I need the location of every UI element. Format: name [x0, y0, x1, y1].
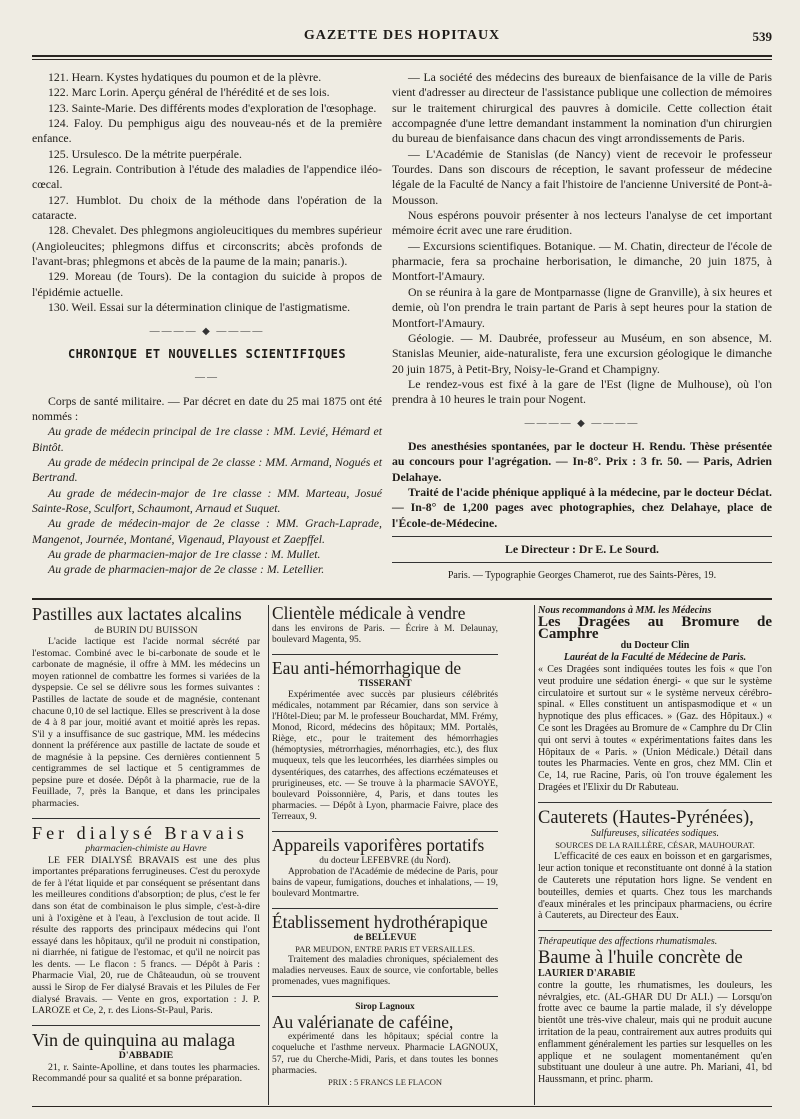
- ad-column-1: [32, 605, 260, 1093]
- news-item: Géologie. — M. Daubrée, professeur au Muséum, en son absence, M. Stanislas Meunier, aide-naturaliste, fera une excursion géologique le dimanche 20 juin 1875, à Petit-Bry, Noisy-le-Grand et Champigny.: [392, 330, 772, 376]
- ad-eau: [272, 660, 498, 823]
- ad-body: LE FER DIALYSÉ BRAVAIS est une des plus importantes préparations ferrugineuses. C'est du peroxyde de fer à l'état liquide et par conséquent se présentant dans les meilleures conditions d'absorption; de plus, c'est le fer dans son état de combinaison le plus simple, c'est-à-dire uni à l'oxigène et à l'eau, à l'exclusion de tout acide. Il résulte des rapports des principaux médecins qui l'ont essayé dans les hôpitaux, qu'il ne produit ni constipation, ni diarrhée, ni fatigue de l'estomac, et qu'il ne noircit pas les dents. — Le flacon : 5 francs. — Dépôt à Paris : Pharmacie Vial, 20, rue de Châteaudun, où se trouvent aussi le Sirop de Fer dialysé Bravais et les Pilules de Fer dialysé Bravais. — Vente en gros, exportation : J. P. LAROZE et Ce, 2, r. des Lions-St-Paul, Paris.: [32, 854, 260, 1017]
- ad-subtitle: de BELLEVUE: [353, 932, 417, 943]
- ad-sirop: [272, 1002, 498, 1087]
- book-notice: Traité de l'acide phénique appliqué à la médecine, par le docteur Déclat. — In-8° de 1,200 pages avec photographies, chez Delahaye, place de l'École-de-Médecine.: [392, 484, 772, 530]
- ad-appareils: [272, 837, 498, 900]
- rule: [32, 1025, 260, 1026]
- rule: [392, 562, 772, 563]
- ad-body: 21, r. Sainte-Apolline, et dans toutes les pharmacies. Recommandé pour sa qualité et sa bonne préparation.: [32, 1061, 260, 1085]
- news-item: Nous espérons pouvoir présenter à nos lecteurs l'analyse de cet important mémoire écrit avec une rare érudition.: [392, 208, 772, 238]
- list-item: 127. Humblot. Du choix de la méthode dans l'opération de la cataracte.: [32, 192, 382, 223]
- ad-title: Appareils vaporifères portatifs: [272, 836, 485, 855]
- ad-body: « Ces Dragées sont indiquées toutes les fois « que l'on veut produire une sédation énergi- « que sur le système circulatoire et surtout sur « le système nerveux cérébro-spinal. « Elles constituent un antispasmodique et « un hypnotique des plus efficaces. » (Gaz. des Hôpitaux.) « Ce sont les Dragées au Bromure de « Camphre du Dr Clin qui ont servi à toutes « expérimentations faites dans les Hôpitaux de « Paris. » (Union Médicale.) Détail dans toutes les Pharmacies. Vente en gros, chez MM. Clin et Ce, 14, rue Racine, Paris, où l'on trouve également les Dragées et l'Elixir du Dr Rabuteau.: [538, 663, 772, 793]
- ad-body: dans les environs de Paris. — Écrire à M. Delaunay, boulevard Magenta, 95.: [272, 623, 498, 645]
- list-item: 125. Ursulesco. De la métrite puerpérale.: [48, 146, 242, 161]
- ad-clin: [538, 605, 772, 794]
- nomination-item: Au grade de pharmacien-major de 2e classe : M. Letellier.: [48, 562, 325, 577]
- ad-title: Établissement hydrothérapique: [272, 913, 488, 933]
- list-item: 121. Hearn. Kystes hydatiques du poumon et de la plèvre.: [48, 70, 322, 84]
- news-item: On se réunira à la gare de Montparnasse (ligne de Granville), à six heures et demie, où l'on prendra le train partant de Paris à sept heures pour la station de Montfort-l'Amaury.: [392, 284, 772, 330]
- ad-body: expérimenté dans les hôpitaux; spécial contre la coqueluche et l'asthme nerveux. Pharmacie LAGNOUX, 57, rue du Cherche-Midi, Paris, et dans toutes les bonnes pharmacies.: [272, 1032, 498, 1076]
- ads-bottom-rule: [32, 1106, 772, 1107]
- page-number: 539: [752, 29, 772, 44]
- ornament-divider: ———— ◆ ————: [524, 417, 640, 429]
- list-item: 126. Legrain. Contribution à l'étude des maladies de l'appendice iléo-cœcal.: [32, 162, 382, 192]
- news-item: Le rendez-vous est fixé à la gare de l'Est (ligne de Mulhouse), où l'on prendra à 10 heures le train pour Nogent.: [392, 376, 772, 407]
- ad-body: L'acide lactique est l'acide normal sécrété par l'estomac. Combiné avec le bi-carbonate de soude et le carbonate de magnésie, il offre à MM. les médecins un moyen rationnel de combattre les formes si variées de la dyspepsie. Ce sel se délivre sous les formes suivantes : Pastilles de lactate de soude et de magnésie, contenant chacune 0,10 de sel lactique. Elles se prescrivent à la dose de 4 à 8 par jour, moitié avant et moitié après les repas. S'il y a insuffisance de suc gastrique, MM. les médecins donnent la préférence aux pastille de lactate de soude et de magnésie à la pepsine. Ces dernières contiennent 5 centigrammes de sel lactique et 5 centigrammes de pepsine pure et dosée. Dépôt à la pharmacie, rue de la Feuillade, 7, près la Banque, et dans les principales pharmacies.: [32, 636, 260, 810]
- ad-title: Baume à l'huile concrète de: [538, 947, 743, 968]
- nomination-item: Au grade de médecin principal de 2e classe : MM. Armand, Nogués et Bertrand.: [32, 454, 382, 485]
- ad-subtitle: de BURIN DU BUISSON: [94, 624, 198, 636]
- list-item: 129. Moreau (de Tours). De la contagion du suicide à propos de l'épidémie actuelle.: [32, 269, 382, 299]
- ad-body: Traitement des maladies chroniques, spécialement des maladies nerveuses. Eaux de source, vie confortable, belles promenades, vues magnifiques.: [272, 955, 498, 988]
- news-item: — Excursions scientifiques. Botanique. — M. Chatin, directeur de l'école de pharmacie, fera sa prochaine herborisation, le dimanche, 20 juin 1875, à Montfort-l'Amaury.: [392, 238, 772, 284]
- nomination-item: Au grade de pharmacien-major de 1re classe : M. Mullet.: [48, 546, 321, 561]
- chronique-intro: Corps de santé militaire. — Par décret en date du 25 mai 1875 ont été nommés :: [32, 393, 382, 423]
- ad-subtitle: D'ABBADIE: [118, 1050, 174, 1062]
- ornament-divider: ———— ◆ ————: [149, 325, 265, 337]
- ad-laureat: Lauréat de la Faculté de Médecine de Paris.: [563, 652, 747, 664]
- ad-title: Clientèle médicale à vendre: [272, 604, 466, 623]
- rule: [272, 654, 498, 655]
- ad-title: Cauterets (Hautes-Pyrénées),: [538, 807, 754, 828]
- ad-pretitle: Thérapeutique des affections rhumatismales.: [538, 936, 718, 948]
- list-item: 123. Sainte-Marie. Des différents modes d'exploration de l'œsophage.: [48, 100, 377, 115]
- book-notice: Des anesthésies spontanées, par le docteur H. Rendu. Thèse présentée au concours pour l'agrégation. — In-8°. Prix : 3 fr. 50. — Paris, Adrien Delahaye.: [392, 438, 772, 484]
- ad-subtitle: du Docteur Clin: [620, 640, 690, 652]
- journal-title: GAZETTE DES HOPITAUX: [303, 28, 501, 43]
- directeur-line: Le Directeur : Dr E. Le Sourd.: [505, 541, 659, 556]
- section-heading: CHRONIQUE ET NOUVELLES SCIENTIFIQUES: [67, 346, 347, 361]
- ad-subtitle: TISSERANT: [358, 678, 412, 689]
- nomination-item: Au grade de médecin principal de 1re classe : MM. Levié, Hémard et Bintôt.: [32, 424, 382, 454]
- news-item: — L'Académie de Stanislas (de Nancy) vient de recevoir le professeur Tourdes. Dans son discours de réception, le savant professeur de médecine légale de la Faculté de Nancy a fait l'histoire de l'ancienne Université de Pont-à-Mousson.: [392, 146, 772, 207]
- ad-vin: [32, 1031, 260, 1085]
- header-rule: [32, 55, 772, 57]
- ad-place: PAR MEUDON, ENTRE PARIS ET VERSAILLES.: [295, 944, 475, 955]
- ad-clientele: [272, 605, 498, 646]
- ad-subtitle: Sulfureuses, silicatées sodiques.: [591, 827, 719, 839]
- nomination-item: Au grade de médecin-major de 1re classe : MM. Marteau, Josué Sainte-Rose, Sculfort, Schaumont, Arnaud et Suquet.: [32, 485, 382, 515]
- ads-top-rule: [32, 598, 772, 600]
- ad-column-2: [272, 605, 498, 1096]
- ad-title: Eau anti-hémorrhagique de: [272, 658, 462, 678]
- ad-title: Les Dragées au Bromure de Camphre: [538, 613, 772, 642]
- ad-body: L'efficacité de ces eaux en boisson et en gargarismes, leur action tonique et reconstituante ont donné à la station de Cauterets une réputation hors ligne. Se vendent en bouteilles, demies et quarts. Chez tous les marchands d'eaux minérales et les principaux pharmaciens, ou écrire à Cauterets, au Directeur des Eaux.: [538, 851, 772, 922]
- advertisements: [32, 605, 772, 1105]
- ad-column-3: [538, 605, 772, 1094]
- ad-pretitle: Sirop Lagnoux: [355, 1002, 415, 1013]
- ad-subtitle: LAURIER D'ARABIE: [538, 967, 636, 979]
- ad-etablissement: [272, 914, 498, 988]
- rule: [538, 930, 772, 931]
- ad-pastilles: [32, 605, 260, 810]
- ornament-divider: ——: [195, 372, 219, 384]
- rule: [272, 996, 498, 997]
- ad-baume: [538, 936, 772, 1086]
- ad-title: Pastilles aux lactates alcalins: [32, 604, 242, 624]
- ad-body: Approbation de l'Académie de médecine de Paris, pour bains de vapeur, fumigations, douches et inhalations, — 19, boulevard Montmartre.: [272, 866, 498, 900]
- rule: [272, 908, 498, 909]
- ad-title: Vin de quinquina au malaga: [32, 1029, 236, 1050]
- ad-pretitle: Nous recommandons à MM. les Médecins: [538, 605, 712, 616]
- ad-body: contre la goutte, les rhumatismes, les douleurs, les névralgies, etc. (AL-GHAR DU Dr ALI.) — Lorsqu'on frotte avec ce baume la partie malade, il s'y développe bientôt une très-vive chaleur, mais qui ne produit aucune irritation de la peau, contrairement aux autres produits qui enflamment généralement les parties sur lesquelles on les applique et ne soulagent momentanément qu'en substituant une douleur à une autre. Ph. Mariani, 41, bd Haussmann, et princ. pharm.: [538, 979, 772, 1086]
- header-rule-thin: [32, 59, 772, 60]
- ad-sources: SOURCES DE LA RAILLÈRE, CÉSAR, MAUHOURAT.: [555, 839, 755, 850]
- list-item: 122. Marc Lorin. Aperçu général de l'hérédité et de ses lois.: [48, 85, 330, 100]
- rule: [392, 536, 772, 537]
- ad-body: Expérimentée avec succès par plusieurs célébrités médicales, notamment par Récamier, dans son service à l'Hôtel-Dieu; par M. le professeur Bouchardat, MM. Frémy, Monod, Ricord, médecins des hôpitaux; MM. Portalès, Riège, etc., pour le traitement des hémorrhagies (hémoptysies, métrorrhagies, ménorrhagies, etc.), des flux muqueux, tels que les leucorrhées, les diarrhées simples ou dysentériques, des catarrhes, des affections eczémateuses et prurigineuses, etc. — Se trouve à la pharmacie SAVOYE, boulevard Poissonnière, 4, Paris, et dans toutes les pharmacies. — Dépôt à Lyon, pharmacie Faivre, place des Terreaux, 9.: [272, 689, 498, 822]
- ad-cauterets: [538, 808, 772, 922]
- ad-fer: [32, 824, 260, 1017]
- list-item: 128. Chevalet. Des phlegmons angioleucitiques du membres supérieur (Angioleucites; phlegmons diffus et circonscrits; abcès profonds de l'avant-bras; phlegmons et abcès de la paume de la main; panaris.).: [32, 223, 382, 269]
- rule: [272, 831, 498, 832]
- page-header: [32, 20, 772, 54]
- ad-subtitle: pharmacien-chimiste au Havre: [85, 843, 207, 855]
- right-column: [392, 70, 772, 584]
- rule: [538, 802, 772, 803]
- nomination-item: Au grade de médecin-major de 2e classe : MM. Grach-Laprade, Mangenot, Journée, Montané, Vigenaud, Playoust et Zaepffel.: [32, 516, 382, 546]
- rule: [32, 818, 260, 819]
- left-column: [32, 70, 382, 578]
- list-item: 124. Faloy. Du pemphigus aigu des nouveau-nés et de la première enfance.: [32, 116, 382, 146]
- news-item: — La société des médecins des bureaux de bienfaisance de la ville de Paris vient d'adresser au directeur de l'assistance publique une collection de mémoires sur le traitement chirurgical des pauvres à domicile. Cette collection était accompagnée d'une lettre demandant instamment la nomination d'un chirurgien du bureau de bienfaisance dans chacun des vingt arrondissements de Paris.: [392, 70, 772, 146]
- ad-subtitle: du docteur LEFEBVRE (du Nord).: [319, 855, 451, 866]
- ad-title: Fer dialysé Bravais: [32, 822, 248, 843]
- list-item: 130. Weil. Essai sur la détermination clinique de l'astigmatisme.: [48, 300, 351, 315]
- ad-title: Au valérianate de caféine,: [272, 1012, 454, 1032]
- imprint-line: Paris. — Typographie Georges Chamerot, rue des Saints-Pères, 19.: [447, 570, 717, 582]
- ad-price: PRIX : 5 FRANCS LE FLACON: [327, 1076, 443, 1087]
